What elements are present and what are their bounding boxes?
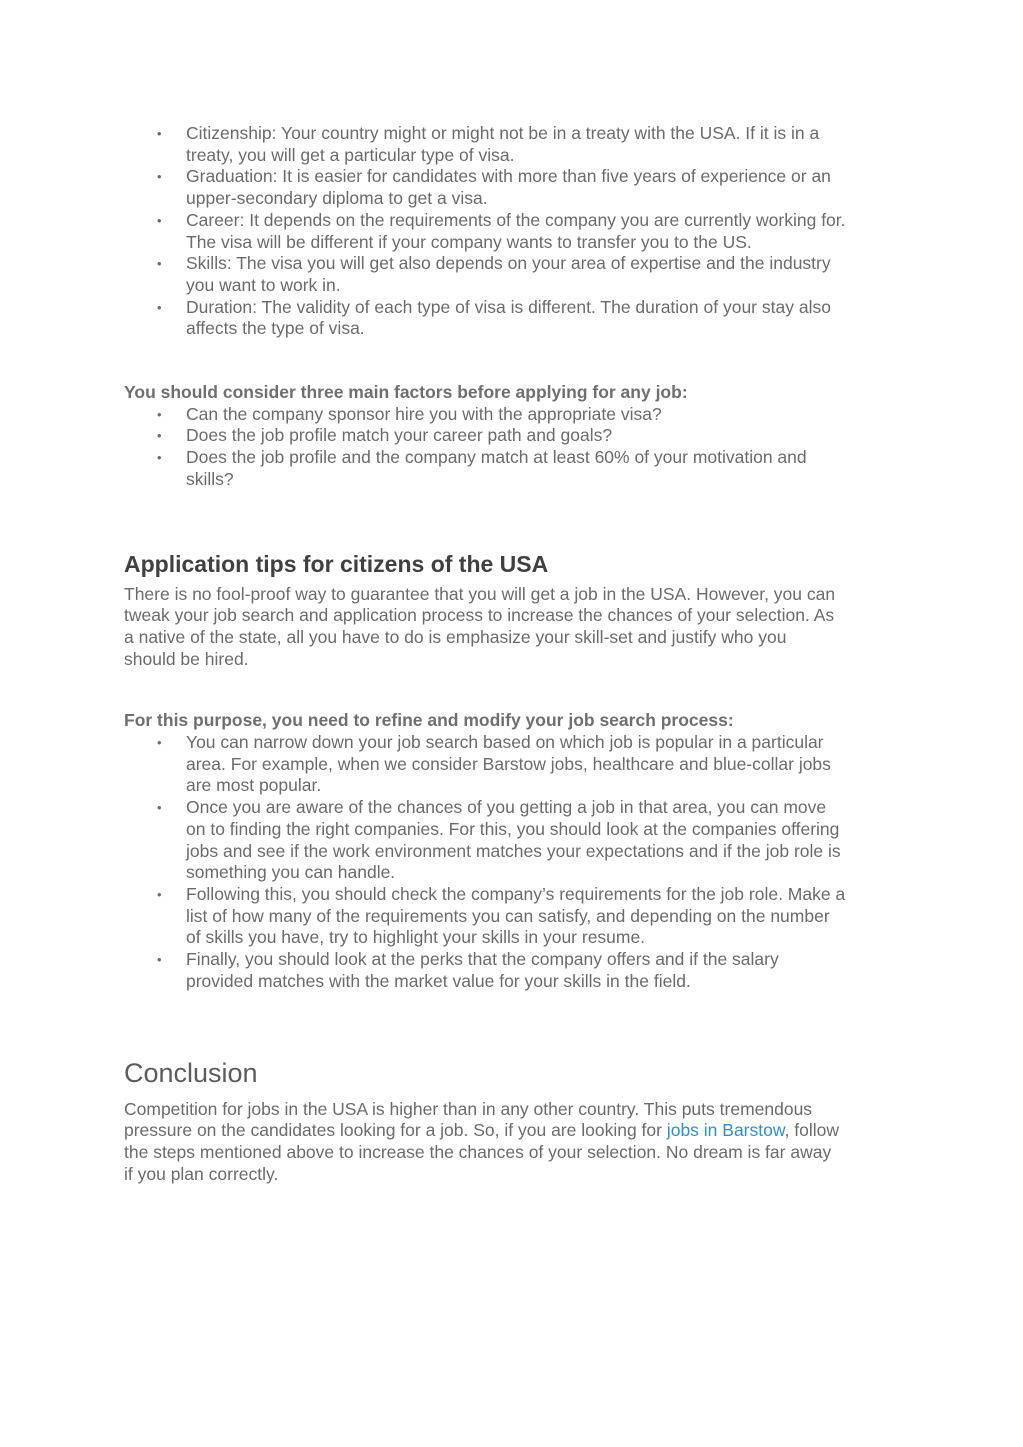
job-factors-list [124,404,904,491]
factors-heading: You should consider three main factors before applying for any job: [124,382,688,403]
tips-title: Application tips for citizens of the USA [124,550,549,577]
bullet-icon: • [157,126,162,141]
conclusion-title: Conclusion [124,1057,258,1088]
bullet-icon: • [157,428,162,444]
bullet-icon: • [157,735,162,751]
list-item: • Following this, you should check the company’s requirements for the job role. Make a list of how many of the requirements you can satisfy, and depending on the number of skills you have, try to highlight your skills in your resume. [157,883,846,948]
list-item: • Does the job profile match your career path and goals? [157,425,613,446]
list-item: • Once you are aware of the chances of you getting a job in that area, you can move on to finding the right companies. For this, you should look at the companies offering jobs and see if the work environment matches your expectations and if the job role is something you can handle. [157,797,841,883]
document-content [124,123,904,1185]
bullet-icon: • [157,886,162,902]
list-item: • Duration: The validity of each type of visa is different. The duration of your stay also affects the type of visa. [157,296,831,339]
list-item: • Career: It depends on the requirements of the company you are currently working for. The visa will be different if your company wants to transfer you to the US. [157,209,846,252]
visa-factors-list [124,123,904,340]
list-item: • Citizenship: Your country might or might not be in a treaty with the USA. If it is in a treaty, you will get a particular type of visa. [157,123,820,165]
list-item: • You can narrow down your job search based on which job is popular in a particular area. For example, when we consider Barstow jobs, healthcare and blue-collar jobs are most popular. [157,732,831,796]
bullet-icon: • [157,169,162,185]
jobs-in-barstow-link[interactable]: jobs in Barstow [666,1120,785,1141]
conclusion-paragraph: Competition for jobs in the USA is higher than in any other country. This puts tremendous pressure on the candidates looking for a job. So, if you are looking for jobs in Barstow, follow the steps mentioned above to increase the chances of your selection. No dream is far away if you plan correctly. [124,1098,839,1184]
list-item: • Graduation: It is easier for candidates with more than five years of experience or an upper-secondary diploma to get a visa. [157,166,831,209]
bullet-icon: • [157,800,162,816]
tips-paragraph: There is no fool-proof way to guarantee that you will get a job in the USA. However, you can tweak your job search and application process to increase the chances of your selection. As a native of the state, all you have to do is emphasize your skill-set and justify who you should be hired. [124,583,836,669]
list-item: • Does the job profile and the company match at least 60% of your motivation and skills? [157,447,807,489]
bullet-icon: • [157,299,162,315]
bullet-icon: • [157,952,162,968]
bullet-icon: • [157,450,162,466]
refine-heading: For this purpose, you need to refine and modify your job search process: [124,710,734,731]
bullet-icon: • [157,406,162,422]
refine-steps-list [124,732,904,992]
list-item: • Finally, you should look at the perks that the company offers and if the salary provided matches with the market value for your skills in the field. [157,949,779,991]
list-item: • Can the company sponsor hire you with the appropriate visa? [157,403,662,424]
bullet-icon: • [157,212,162,228]
bullet-icon: • [157,256,162,272]
list-item: • Skills: The visa you will get also depends on your area of expertise and the industry you want to work in. [157,253,831,295]
